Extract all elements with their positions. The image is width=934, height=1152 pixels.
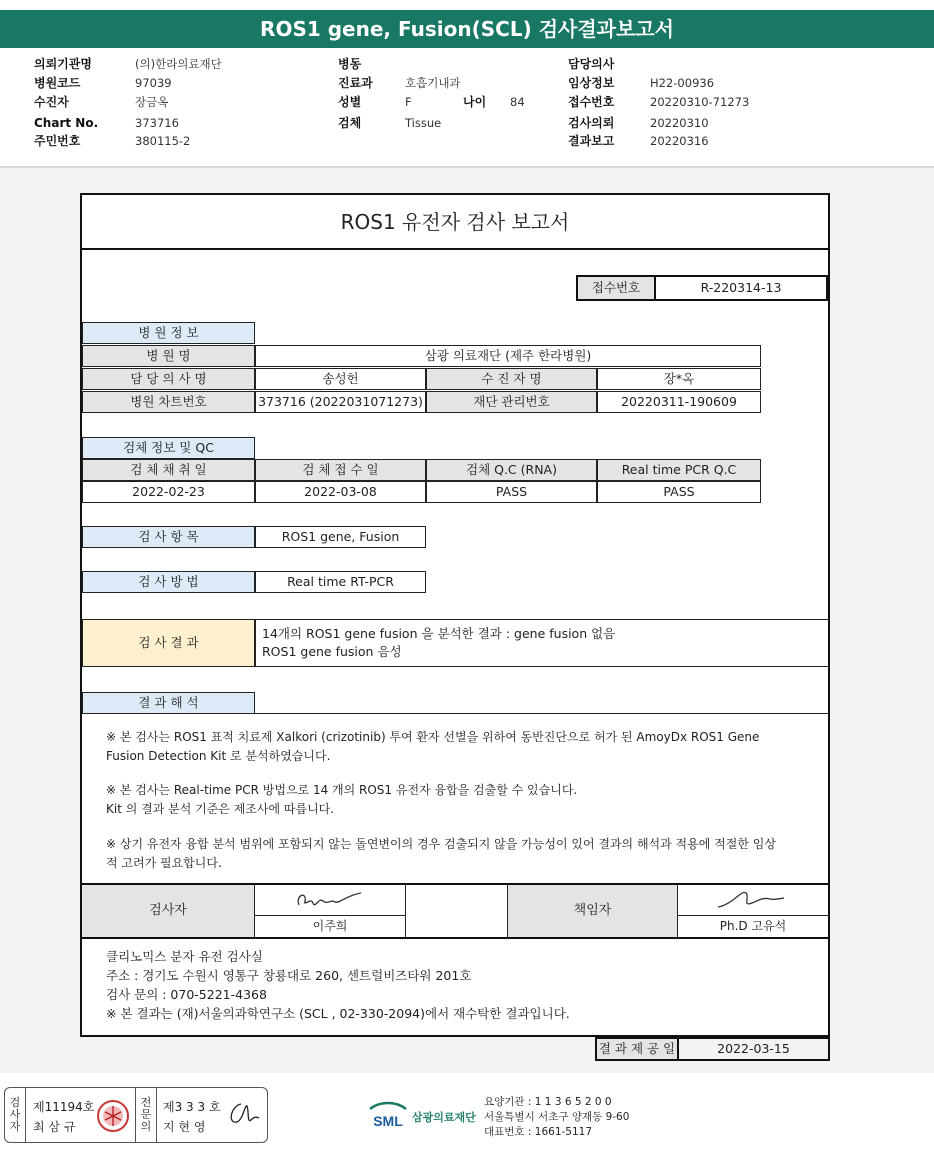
resident-label: 주민번호 xyxy=(34,134,81,148)
interpretation-note xyxy=(106,835,806,873)
chart-number-value: 373716 (2022031071273) xyxy=(255,391,426,413)
receipt-label: 접수번호 xyxy=(568,95,615,109)
ros1-report xyxy=(80,193,830,1037)
lab-address: 주소 : 경기도 수원시 영통구 창룡대로 260, 센트럴비즈타워 201호 xyxy=(106,968,472,983)
tester-signature-icon xyxy=(291,887,371,915)
age-label: 나이 xyxy=(463,95,487,109)
care-code: 요양기관 : 1 1 3 6 5 2 0 0 xyxy=(484,1096,612,1108)
note-line: 적 고려가 필요합니다. xyxy=(106,856,222,870)
resident-value: 380115-2 xyxy=(135,134,191,148)
specialist-name: 지 현 영 xyxy=(163,1120,206,1134)
specimen-value: Tissue xyxy=(405,116,442,130)
report-date-value: 20220316 xyxy=(650,134,709,148)
lab-contact: 검사 문의 : 070-5221-4368 xyxy=(106,987,267,1002)
signature-row xyxy=(82,883,828,939)
specimen-section: 검체 정보 및 QC xyxy=(82,437,255,459)
doctor-name-label: 담 당 의 사 명 xyxy=(82,368,255,390)
doctor-name-value: 송성헌 xyxy=(255,368,426,390)
ward-label: 병동 xyxy=(338,57,362,71)
responsible-name: Ph.D 고유석 xyxy=(678,915,828,937)
institution-label: 의뢰기관명 xyxy=(34,57,92,71)
note-line: ※ 상기 유전자 융합 분석 범위에 포함되지 않는 돌연변이의 경우 검출되지 않을 가능성이 있어 결과의 해석과 적용에 적절한 임상 xyxy=(106,837,776,851)
test-result-label: 검 사 결 과 xyxy=(82,619,255,667)
management-number-label: 재단 관리번호 xyxy=(426,391,597,413)
tester-vertical-label: 검사자 xyxy=(9,1096,21,1133)
seal-icon xyxy=(95,1098,131,1134)
report-receipt-value: R-220314-13 xyxy=(656,275,828,301)
chart-value: 373716 xyxy=(135,116,179,130)
hospital-info-section: 병 원 정 보 xyxy=(82,322,255,344)
interpretation-label: 결 과 해 석 xyxy=(82,692,255,714)
sml-mark: SML xyxy=(373,1113,403,1129)
clinical-label: 임상정보 xyxy=(568,76,615,90)
tester-name-footer: 최 삼 규 xyxy=(33,1120,76,1134)
patient-label: 수진자 xyxy=(34,95,69,109)
sml-logo xyxy=(366,1099,476,1135)
report-date-label: 결과보고 xyxy=(568,134,615,148)
specialist-license: 제3 3 3 호 xyxy=(163,1100,221,1114)
specimen-header: Real time PCR Q.C xyxy=(597,459,761,481)
specimen-label: 검체 xyxy=(338,116,362,130)
chart-label: Chart No. xyxy=(34,116,99,130)
chart-number-label: 병원 차트번호 xyxy=(82,391,255,413)
patient-name-label: 수 진 자 명 xyxy=(426,368,597,390)
receipt-value: 20220310-71273 xyxy=(650,95,750,109)
patient-header xyxy=(0,52,934,164)
request-value: 20220310 xyxy=(650,116,709,130)
patient-value: 장금옥 xyxy=(135,95,169,109)
sex-value: F xyxy=(405,95,412,109)
test-method-label: 검 사 방 법 xyxy=(82,571,255,593)
tester-license: 제11194호 xyxy=(33,1100,95,1114)
stamp-divider xyxy=(156,1088,157,1142)
tester-label: 검사자 xyxy=(82,885,255,937)
stamp-divider xyxy=(25,1088,26,1142)
note-line: Fusion Detection Kit 로 분석하였습니다. xyxy=(106,749,331,763)
note-line: ※ 본 검사는 Real-time PCR 방법으로 14 개의 ROS1 유전자 융합을 검출할 수 있습니다. xyxy=(106,783,578,797)
specimen-value: 2022-03-08 xyxy=(255,481,426,503)
test-result-value xyxy=(255,619,828,667)
lab-contact-info xyxy=(106,947,570,1023)
sml-logo-icon xyxy=(366,1099,410,1131)
issue-date-label: 결 과 제 공 일 xyxy=(595,1037,679,1061)
report-title-bar: ROS1 gene, Fusion(SCL) 검사결과보고서 xyxy=(0,10,934,48)
report-heading: ROS1 유전자 검사 보고서 xyxy=(82,195,828,250)
interpretation-divider xyxy=(82,713,828,714)
interpretation-note xyxy=(106,781,806,819)
age-value: 84 xyxy=(510,95,525,109)
referral-note: ※ 본 결과는 (재)서울의과학연구소 (SCL , 02-330-2094)에서 재수탁한 결과입니다. xyxy=(106,1006,570,1021)
tester-name: 이주희 xyxy=(255,915,405,937)
institution-value: (의)한라의료재단 xyxy=(135,57,222,71)
report-receipt-label: 접수번호 xyxy=(576,275,656,301)
test-item-label: 검 사 항 목 xyxy=(82,526,255,548)
specimen-value: PASS xyxy=(597,481,761,503)
responsible-label: 책임자 xyxy=(508,885,678,937)
specialist-signature-icon xyxy=(223,1098,263,1132)
interpretation-note xyxy=(106,728,806,766)
hospital-name-value: 삼광 의료재단 (제주 한라병원) xyxy=(255,345,761,367)
specimen-header: 검체 Q.C (RNA) xyxy=(426,459,597,481)
result-line: 14개의 ROS1 gene fusion 을 분석한 결과 : gene fusion 없음 xyxy=(262,626,616,641)
note-line: Kit 의 결과 분석 기준은 제조사에 따릅니다. xyxy=(106,802,335,816)
responsible-signature-block xyxy=(678,885,828,937)
specimen-header: 검 체 접 수 일 xyxy=(255,459,426,481)
test-item-value: ROS1 gene, Fusion xyxy=(255,526,426,548)
issue-date-value: 2022-03-15 xyxy=(679,1037,830,1061)
specialist-vertical-label: 전문의 xyxy=(140,1096,152,1133)
institution-contact xyxy=(484,1095,629,1140)
hospital-code-value: 97039 xyxy=(135,76,172,90)
blank-signature-cell xyxy=(406,885,508,937)
request-label: 검사의뢰 xyxy=(568,116,615,130)
lab-name: 클리노믹스 분자 유전 검사실 xyxy=(106,949,263,964)
signature-stamp-box xyxy=(4,1087,268,1143)
stamp-divider xyxy=(135,1088,136,1142)
dept-value: 호흡기내과 xyxy=(405,76,461,90)
brand-name: 삼광의료재단 xyxy=(412,1111,476,1124)
note-line: ※ 본 검사는 ROS1 표적 치료제 Xalkori (crizotinib) 투여 환자 선별을 위하여 동반진단으로 허가 된 AmoyDx ROS1 Gene xyxy=(106,730,760,744)
institution-phone: 대표번호 : 1661-5117 xyxy=(484,1126,593,1138)
responsible-signature-icon xyxy=(712,885,792,913)
specimen-value: PASS xyxy=(426,481,597,503)
dept-label: 진료과 xyxy=(338,76,373,90)
patient-name-value: 장*옥 xyxy=(597,368,761,390)
result-line: ROS1 gene fusion 음성 xyxy=(262,644,402,659)
hospital-code-label: 병원코드 xyxy=(34,76,81,90)
tester-signature-block xyxy=(255,885,406,937)
test-method-value: Real time RT-PCR xyxy=(255,571,426,593)
management-number-value: 20220311-190609 xyxy=(597,391,761,413)
clinical-value: H22-00936 xyxy=(650,76,715,90)
specimen-header: 검 체 채 취 일 xyxy=(82,459,255,481)
institution-address: 서울특별시 서초구 양재동 9-60 xyxy=(484,1111,630,1123)
doctor-label: 담당의사 xyxy=(568,57,615,71)
specimen-value: 2022-02-23 xyxy=(82,481,255,503)
hospital-name-label: 병 원 명 xyxy=(82,345,255,367)
sex-label: 성별 xyxy=(338,95,362,109)
